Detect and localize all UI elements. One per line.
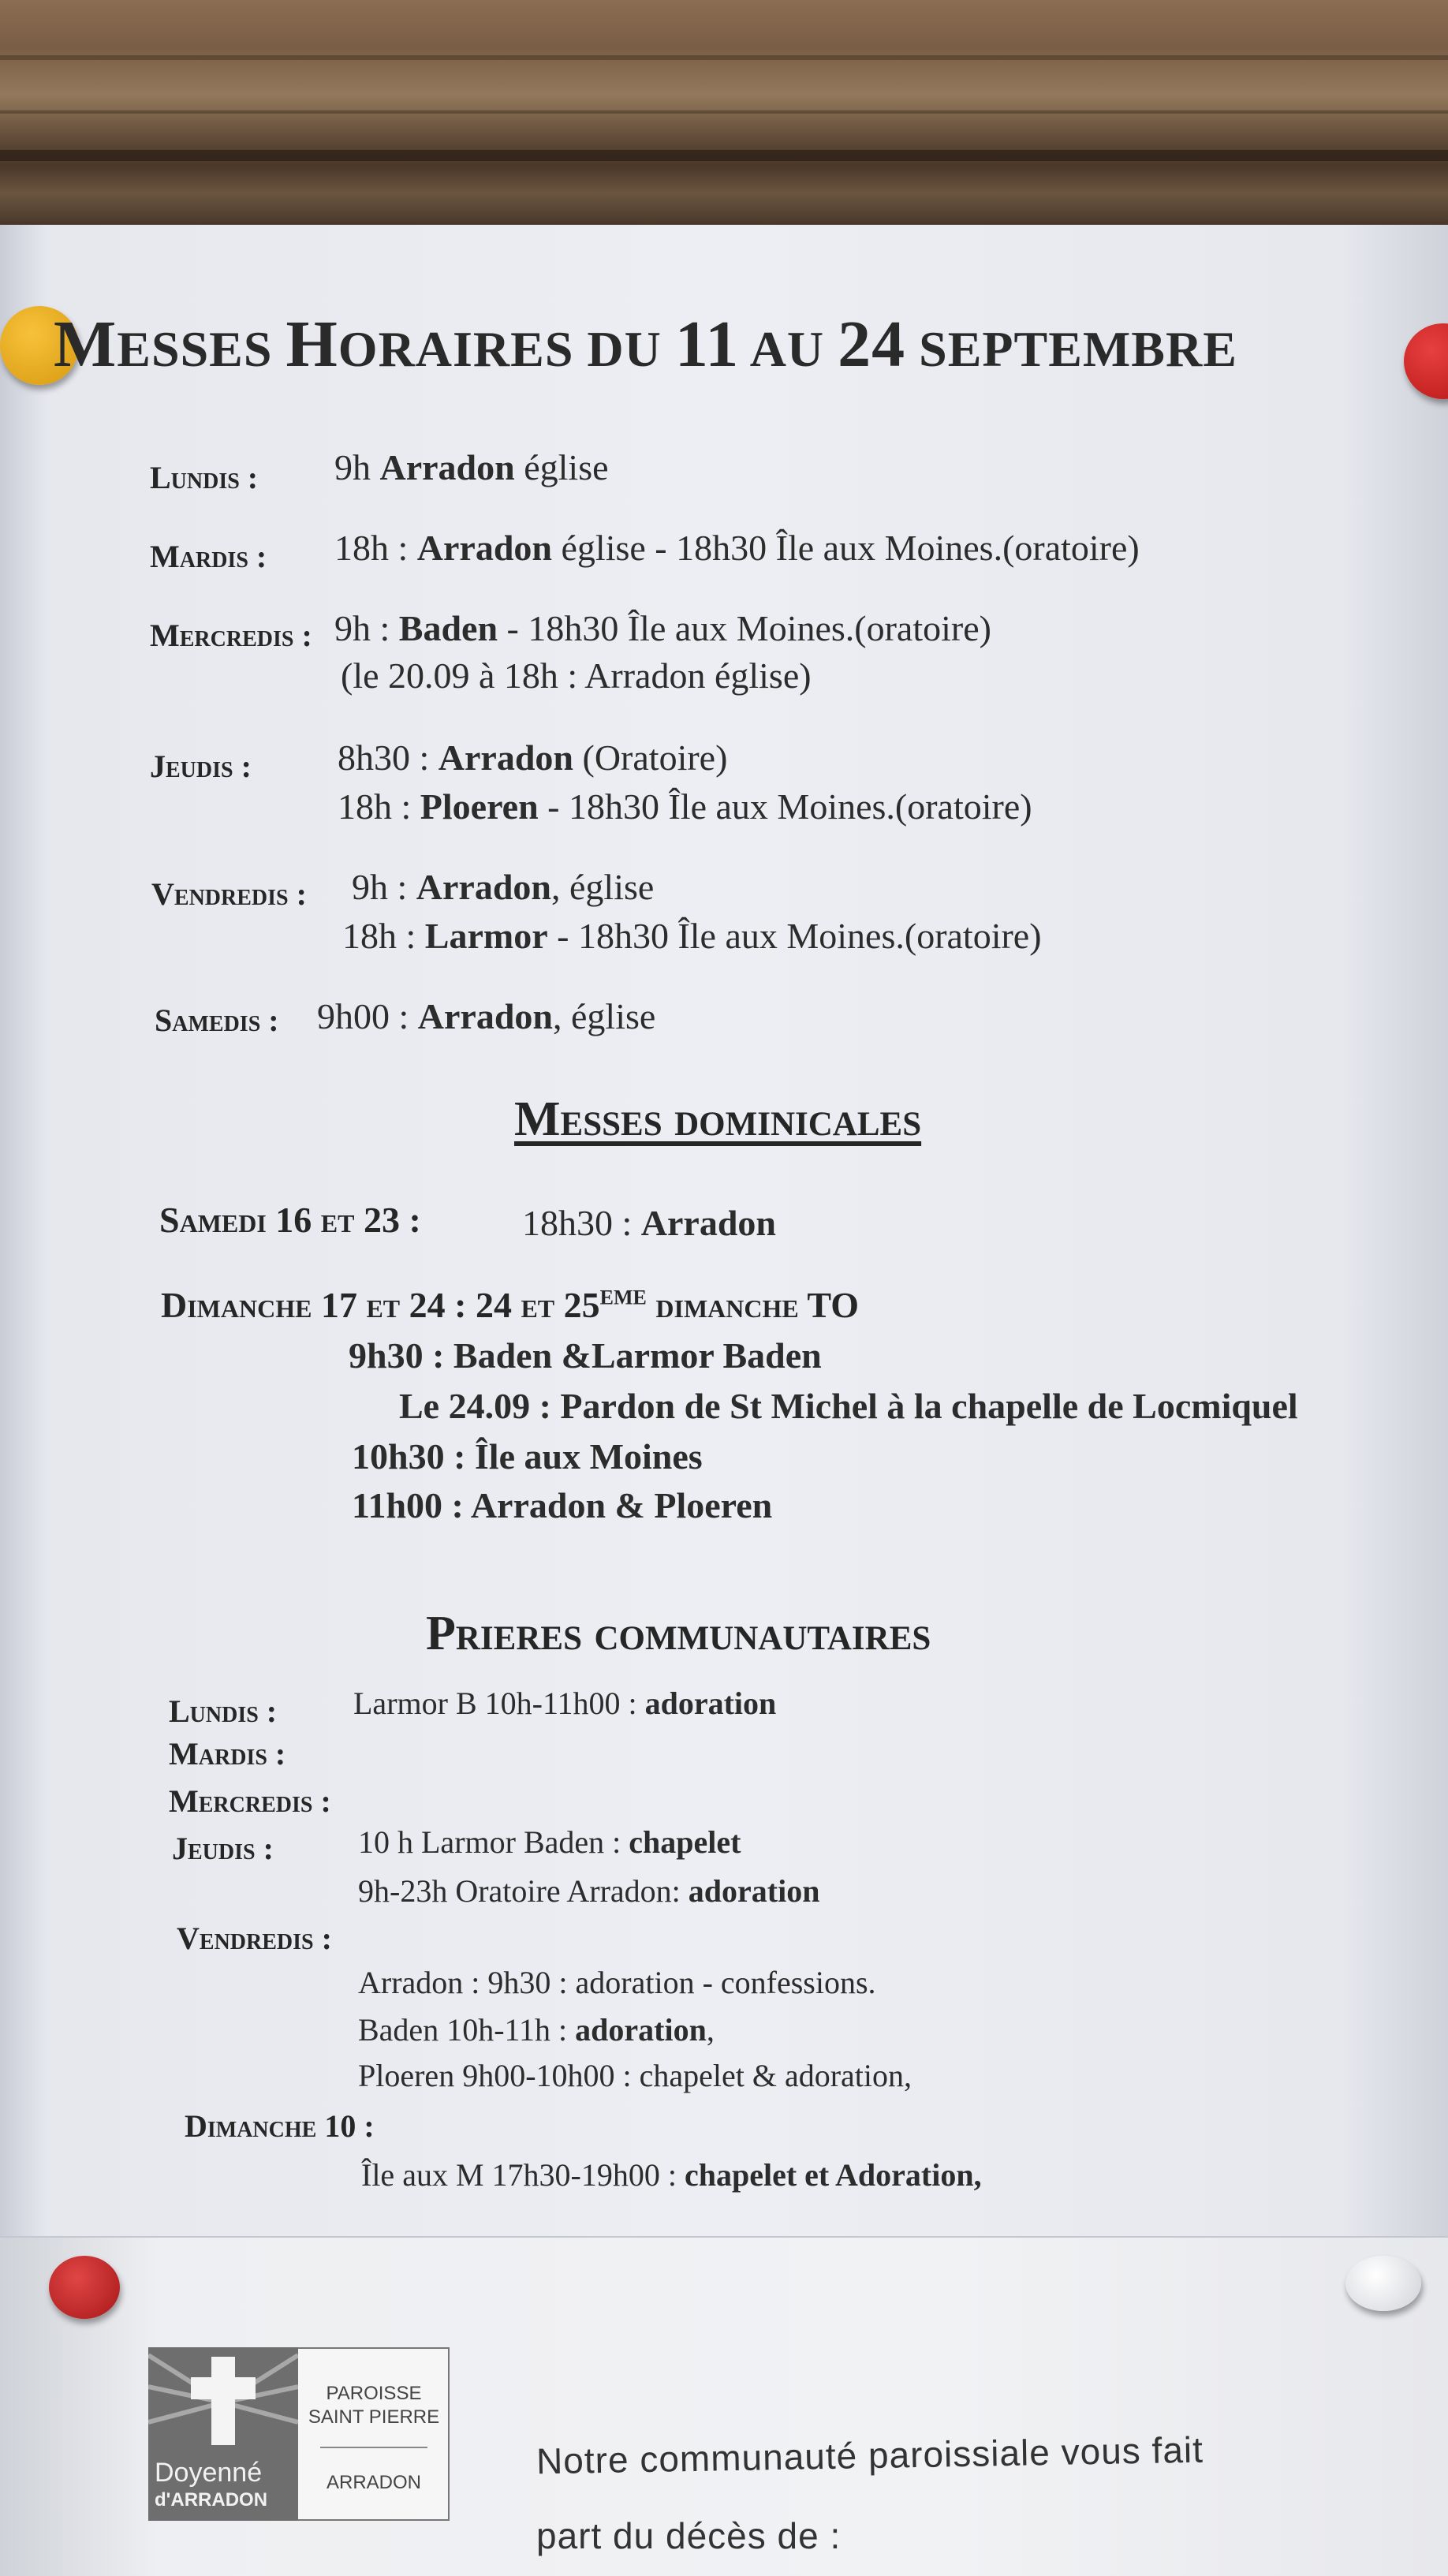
wooden-board xyxy=(0,0,1448,237)
schedule-line: (le 20.09 à 18h : Arradon église) xyxy=(341,655,812,696)
red-pushpin-icon xyxy=(49,2256,120,2319)
cross-icon xyxy=(148,2347,298,2458)
wood-gap xyxy=(0,150,1448,161)
day-label: Mardis : xyxy=(169,1736,286,1771)
schedule-line: 18h : Ploeren - 18h30 Île aux Moines.(oratoire) xyxy=(338,786,1032,827)
parish-logo xyxy=(148,2347,451,2521)
prayer-line: Baden 10h-11h : adoration, xyxy=(358,2012,715,2048)
schedule-line: 11h00 : Arradon & Ploeren xyxy=(352,1485,773,1525)
white-pushpin-icon xyxy=(1345,2256,1421,2311)
day-label: Samedis : xyxy=(155,1002,279,1038)
wood-grain xyxy=(0,110,1448,114)
schedule-line: 10h30 : Île aux Moines xyxy=(352,1436,703,1477)
logo-divider xyxy=(320,2447,427,2448)
schedule-line: 9h : Arradon, église xyxy=(352,867,655,907)
notice-line: Notre communauté paroissiale vous fait xyxy=(536,2429,1204,2482)
prayer-line: 9h-23h Oratoire Arradon: adoration xyxy=(358,1873,820,1909)
samedi-label: Samedi 16 et 23 : xyxy=(159,1200,421,1240)
schedule-line: 18h30 : Arradon xyxy=(522,1203,777,1243)
section-heading-prieres: Prieres communautaires xyxy=(426,1607,931,1660)
schedule-line: 9h30 : Baden &Larmor Baden xyxy=(349,1335,822,1376)
schedule-line: 9h00 : Arradon, église xyxy=(317,996,656,1036)
day-label: Lundis : xyxy=(169,1693,278,1729)
dimanche-label: Dimanche 17 et 24 : 24 et 25EME dimanche TO xyxy=(161,1285,860,1325)
schedule-line: 9h : Baden - 18h30 Île aux Moines.(oratoire) xyxy=(334,608,991,648)
logo-paroisse: PAROISSE SAINT PIERRE xyxy=(308,2383,440,2428)
day-label: Vendredis : xyxy=(151,876,307,912)
day-label: Mercredis : xyxy=(150,618,312,653)
day-label: Dimanche 10 : xyxy=(185,2108,375,2144)
day-label: Jeudis : xyxy=(172,1831,274,1866)
logo-darradon: d'ARRADON xyxy=(155,2489,268,2511)
section-heading-dominicales: Messes dominicales xyxy=(514,1092,922,1146)
prayer-line: Larmor B 10h-11h00 : adoration xyxy=(353,1686,777,1721)
prayer-line: 10 h Larmor Baden : chapelet xyxy=(358,1824,741,1860)
day-label: Mardis : xyxy=(150,539,267,574)
prayer-line: Île aux M 17h30-19h00 : chapelet et Adoration, xyxy=(361,2157,982,2193)
day-label: Lundis : xyxy=(150,460,259,495)
schedule-line: 18h : Arradon église - 18h30 Île aux Moines.(oratoire) xyxy=(334,528,1140,568)
prayer-line: Ploeren 9h00-10h00 : chapelet & adoration, xyxy=(358,2058,912,2093)
schedule-line: 18h : Larmor - 18h30 Île aux Moines.(oratoire) xyxy=(342,916,1042,956)
schedule-line: 9h Arradon église xyxy=(334,447,609,487)
schedule-line: Le 24.09 : Pardon de St Michel à la chapelle de Locmiquel xyxy=(399,1386,1298,1426)
day-label: Vendredis : xyxy=(177,1921,332,1956)
logo-panel xyxy=(298,2347,450,2521)
wood-grain xyxy=(0,55,1448,60)
logo-doyenne: Doyenné xyxy=(155,2458,263,2488)
prayer-line: Arradon : 9h30 : adoration - confessions. xyxy=(358,1965,876,2000)
schedule-line: 8h30 : Arradon (Oratoire) xyxy=(338,737,728,778)
notice-line: part du décès de : xyxy=(536,2515,842,2556)
day-label: Jeudis : xyxy=(150,749,252,784)
day-label: Mercredis : xyxy=(169,1783,331,1819)
logo-arradon: ARRADON xyxy=(326,2472,421,2493)
page-title: MESSES HORAIRES DU 11 AU 24 SEPTEMBRE xyxy=(54,308,1237,381)
